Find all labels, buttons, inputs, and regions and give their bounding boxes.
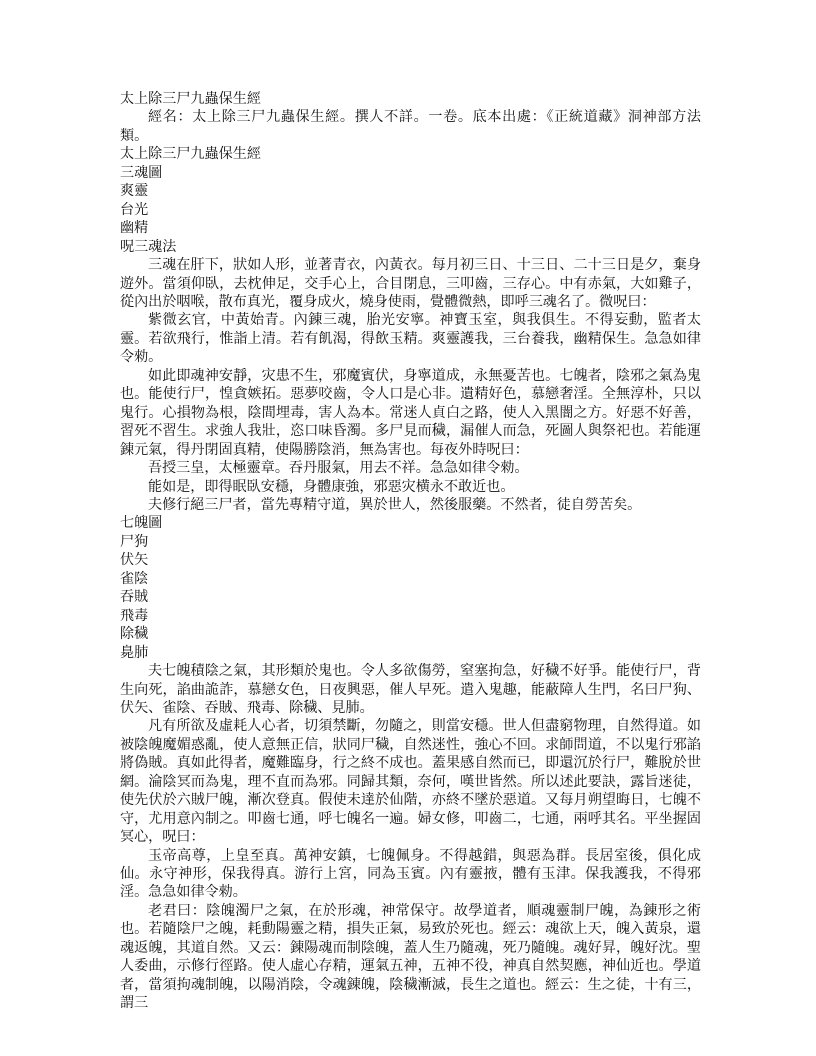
document-metadata: 經名：太上除三尸九蟲保生經。撰人不詳。一卷。底本出處：《正統道藏》洞神部方法類。 (120, 109, 701, 144)
incantation-paragraph: 玉帝高尊，上皇至真。萬神安鎮，七魄佩身。不得越錯，與惡為群。長居室後，俱化成仙。永守神形，保我得真。游行上宮，同為玉賓。內有靈掖，體有玉津。保我護我，不得邪淫。急急如律令勑。 (120, 847, 701, 901)
document-title: 太上除三尸九蟲保生經 (120, 91, 261, 107)
section-heading-three-hun: 三魂圖 (120, 164, 163, 181)
po-name: 除穢 (120, 626, 149, 643)
incantation-paragraph: 紫微玄官，中黃始青。內錬三魂，胎光安寧。神寶玉室，與我俱生。不得妄動，監者太靈。若欲飛行，惟詣上清。若有飢渴，得飲玉精。爽靈護我，三台養我，幽精保生。急急如律令勑。 (120, 312, 701, 366)
paragraph: 三魂在肝下，狀如人形，並著青衣，內黃衣。每月初三日、十三日、二十三日是夕，棄身遊外。當須仰臥，去枕伸足，交手心上，合目閉息，三叩齒，三存心。中有赤氣，大如雞子，從內出於咽喉，散布真光，覆身成火，燒身使雨，覺體微熱，即呼三魂名了。微呪曰： (120, 257, 701, 310)
po-name: 雀陰 (120, 570, 149, 587)
paragraph: 夫七魄積陰之氣，其形類於鬼也。令人多欲傷勞，窒塞拘急，好穢不好爭。能使行尸，背生向死，諂曲詭詐，慕戀女色，日夜興惡，催人早死。遣入鬼趣，能蔽障人生門，名曰尸狗、伏矢、雀陰、吞賊、飛毒、除穢、見肺。 (120, 663, 701, 716)
incantation-paragraph: 吾授三皇，太極靈章。吞丹服氣，用去不祥。急急如律令勑。 (148, 460, 529, 477)
document-page (120, 90, 701, 1013)
po-name: 伏矢 (120, 552, 149, 569)
paragraph: 凡有所欲及虛耗人心者，切須禁斷，勿隨之，則當安穩。世人但盡窮物理，自然得道。如被陰魄魔媚惑亂，使人意無正信，狀同尸穢，自然迷性，強心不回。求師問道，不以鬼行邪諂將偽賊。真如此得者，魔難臨身，行之終不成也。蓋果感自然而已，即還沉於行尸，難脫於世網。淪陰冥而為鬼，理不直而為邪。同歸其類，奈何，嘆世皆然。所以述此要訣，露旨迷徒，使先伏於六賊尸魄，漸次登真。假使未達於仙階，亦終不墜於惡道。又每月朔望晦日，七魄不守，尤用意內制之。叩齒七通，呼七魄名一遍。婦女修，叩齒二，七通，兩呼其名。平坐握固冥心，呪曰： (120, 718, 701, 846)
document-subtitle: 太上除三尸九蟲保生經 (120, 146, 261, 163)
hun-name: 台光 (120, 201, 149, 218)
paragraph: 夫修行絕三尸者，當先專精守道，異於世人，然後服藥。不然者，徒自勞苦矣。 (148, 496, 642, 513)
hun-name: 爽靈 (120, 183, 149, 200)
paragraph: 能如是，即得眠臥安穩，身體康強，邪惡灾横永不敢近也。 (148, 478, 515, 495)
po-name: 飛毒 (120, 607, 149, 624)
paragraph: 如此即魂神安靜，灾患不生，邪魔賓伏，身寧道成，永無憂苦也。七魄者，陰邪之氣為鬼也。能使行尸，惶貪嫉拓。惡夢咬齒，令人口是心非。遺精好色，慕戀奢淫。全無淳朴，只以鬼行。心損物為根，陰間埋毒，害人為本。常迷人貞白之路，使人入黑闇之方。好惡不好善，習死不習生。求強人我壯，恣口味昏濁。多尸見而穢，漏催人而急，死圖人與祭祀也。若能運錬元氣，得丹閉固真精，使陽勝陰消，無為害也。每夜外時呪曰： (120, 367, 701, 458)
hun-name: 幽精 (120, 220, 149, 237)
po-name: 臰肺 (120, 644, 149, 661)
po-name: 尸狗 (120, 533, 149, 550)
section-heading-incantation: 呪三魂法 (120, 238, 177, 255)
po-name: 吞賊 (120, 589, 149, 606)
paragraph: 老君曰：陰魄濁尸之氣，在於形魂，神常保守。故學道者，順魂靈制尸魄，為錬形之術也。若隨陰尸之魄，耗動陽靈之精，損失正氣，易致於死也。經云：魂欲上天，魄入黃泉，還魂返魄，其道自然。又云：錬陽魂而制陰魄，蓋人生乃隨魂，死乃隨魄。魂好昇，魄好沈。聖人委曲，示修行徑路。使人虛心存精，運氣五神，五神不役，神真自然契應，神仙近也。學道者，當須拘魂制魄，以陽消陰，令魂錬魄，陰穢漸滅，長生之道也。經云：生之徒，十有三，謂三 (120, 902, 701, 1012)
section-heading-seven-po: 七魄圖 (120, 515, 163, 532)
